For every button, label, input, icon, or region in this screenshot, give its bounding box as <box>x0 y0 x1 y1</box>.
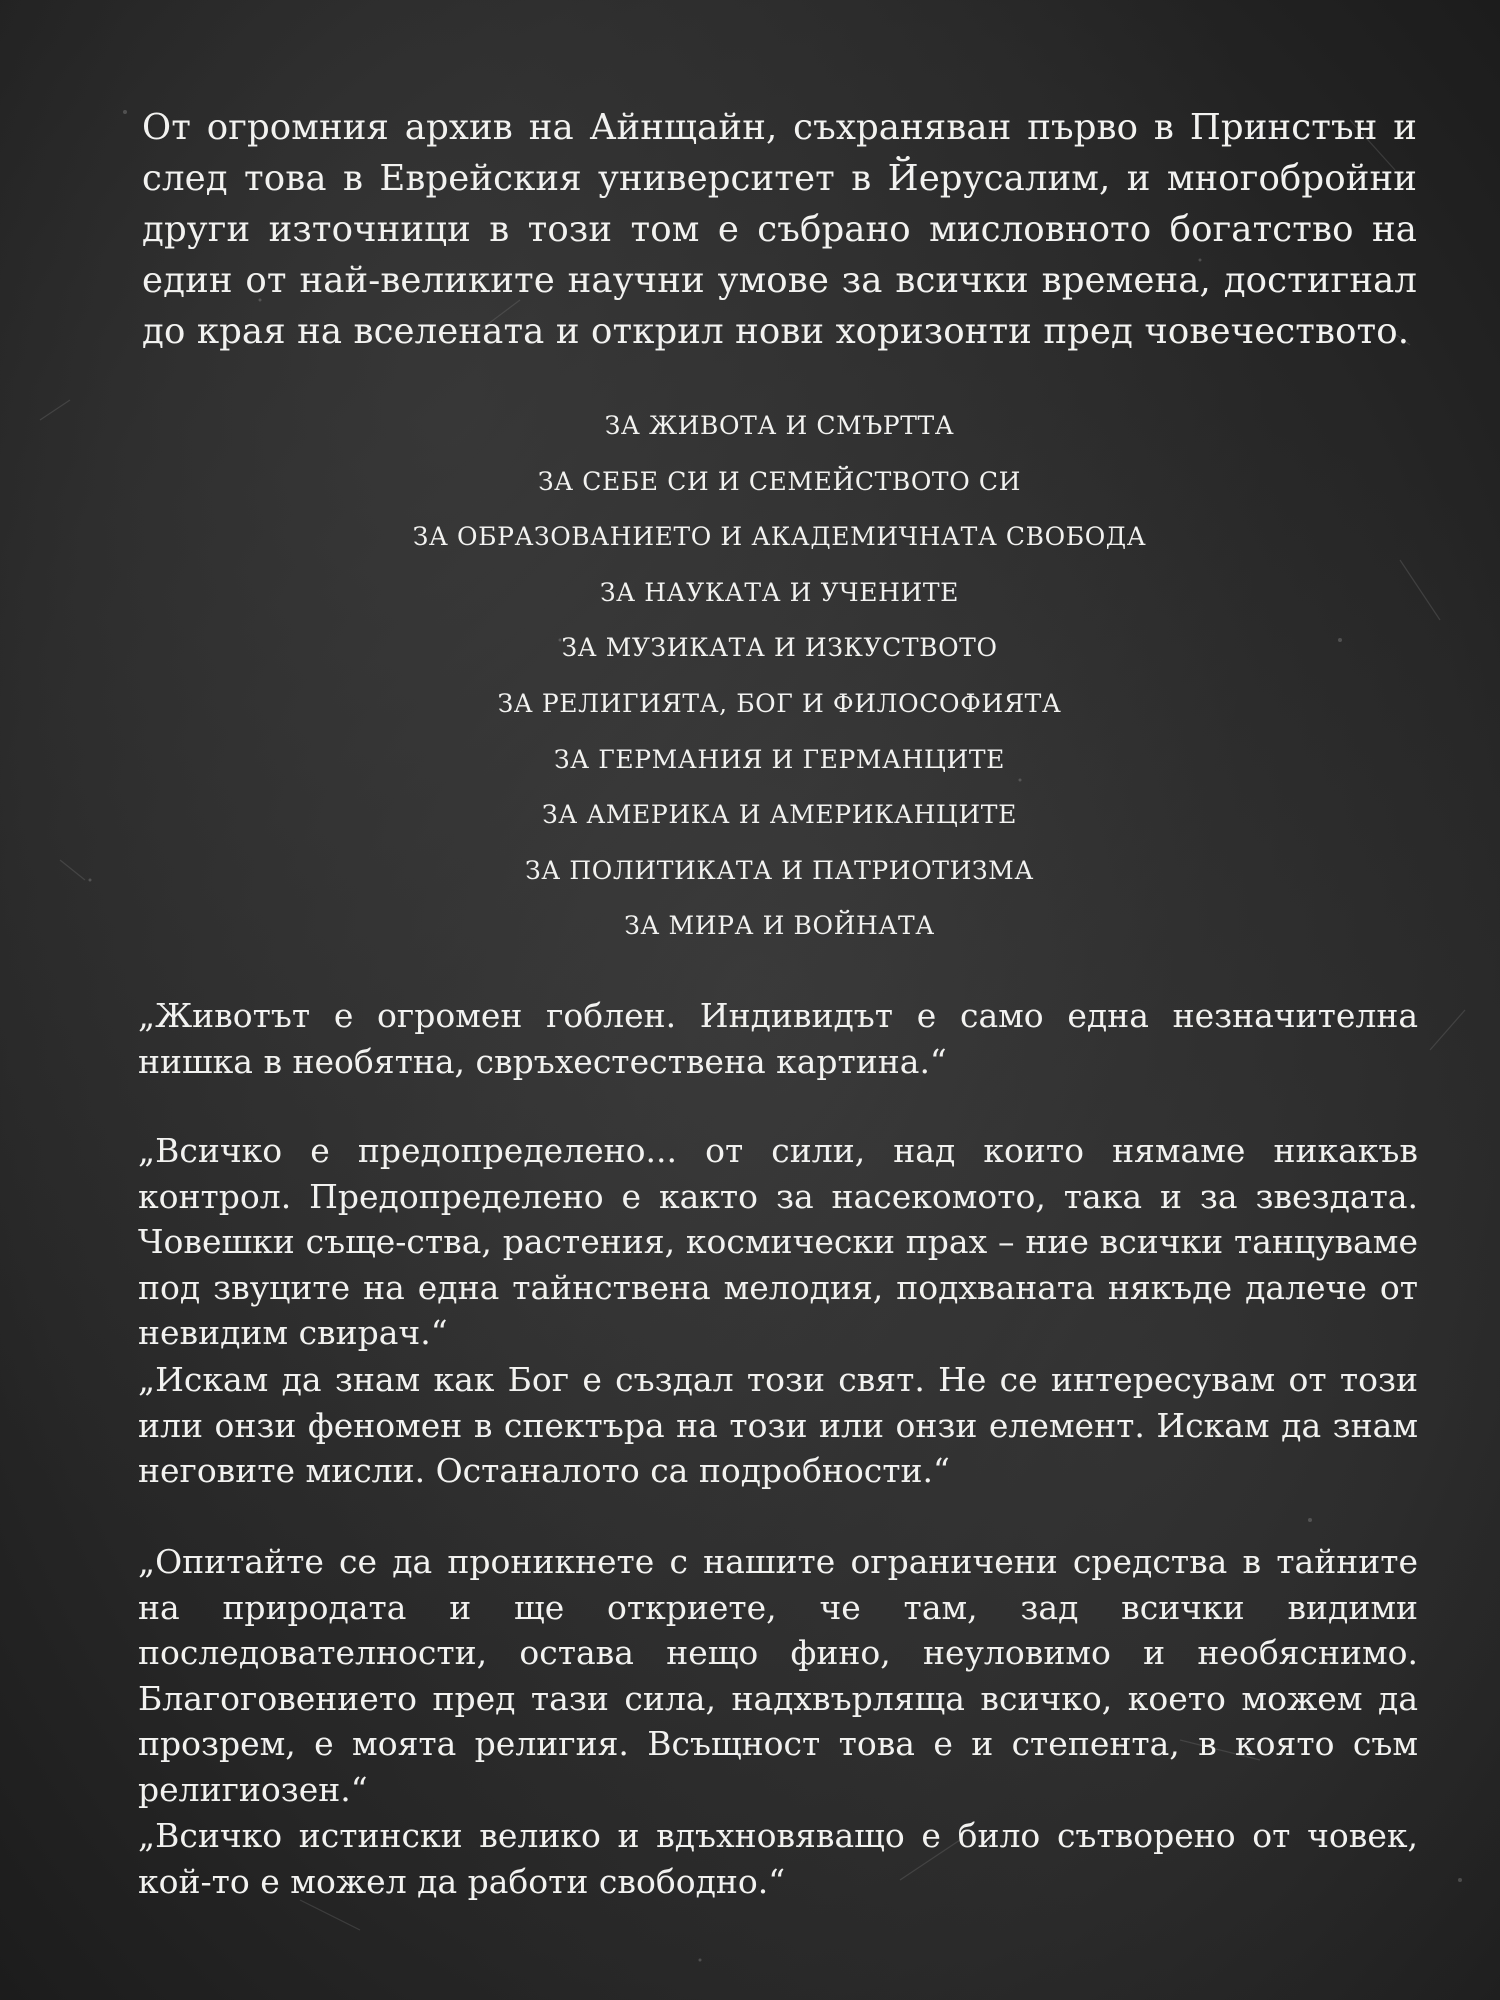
topic-item: ЗА РЕЛИГИЯТА, БОГ И ФИЛОСОФИЯТА <box>497 688 1062 718</box>
topic-item: ЗА НАУКАТА И УЧЕНИТЕ <box>599 577 959 607</box>
topics-list <box>142 398 1417 954</box>
quote-paragraph: „Всичко е предопределено... от сили, над които нямаме никакъв контрол. Предопределено е както за насекомото, така и за звездата. Човешки съще-ства, растения, космически прах – ние всички танцуваме под звуците на една тайнствена мелодия, подхваната някъде далече от невидим свирач.“ <box>138 1131 1418 1352</box>
quote-paragraph: „Опитайте се да проникнете с нашите ограничени средства в тайните на природата и ще откриете, че там, зад всички видими последователности, остава нещо фино, неуловимо и необяснимо. Благоговението пред тази сила, надхвърляща всичко, което можем да прозрем, е моята религия. Всъщност това е и степента, в която съм религиозен.“ <box>138 1542 1418 1809</box>
quote-paragraph: „Искам да знам как Бог е създал този свят. Не се интересувам от този или онзи феномен в спектъра на този или онзи елемент. Искам да знам неговите мисли. Останалото са подробности.“ <box>138 1360 1418 1490</box>
topic-item: ЗА ГЕРМАНИЯ И ГЕРМАНЦИТЕ <box>554 744 1005 774</box>
topic-item: ЗА ЖИВОТА И СМЪРТТА <box>604 411 955 440</box>
quote-paragraph: „Всичко истински велико и вдъхновяващо е било сътворено от човек, кой-то е можел да работи свободно.“ <box>138 1816 1418 1901</box>
topic-item: ЗА СЕБЕ СИ И СЕМЕЙСТВОТО СИ <box>538 466 1021 496</box>
topic-item: ЗА МУЗИКАТА И ИЗКУСТВОТО <box>561 633 998 663</box>
intro-paragraph: От огромния архив на Айнщайн, съхраняван първо в Принстън и след това в Еврейския университет в Йерусалим, и многобройни други източници в този том е събрано мисловното богатство на един от най-великите научни умове за всички времена, достигнал до края на вселената и открил нови хоризонти пред човечеството. <box>142 107 1417 352</box>
topic-item: ЗА МИРА И ВОЙНАТА <box>624 911 935 941</box>
topic-item: ЗА ПОЛИТИКАТА И ПАТРИОТИЗМА <box>525 855 1034 885</box>
topic-item: ЗА ОБРАЗОВАНИЕТО И АКАДЕМИЧНАТА СВОБОДА <box>412 522 1147 552</box>
topic-item: ЗА АМЕРИКА И АМЕРИКАНЦИТЕ <box>542 800 1017 830</box>
quote-paragraph: „Животът е огромен гоблен. Индивидът е само една незначителна нишка в необятна, свръхестествена картина.“ <box>138 996 1418 1081</box>
